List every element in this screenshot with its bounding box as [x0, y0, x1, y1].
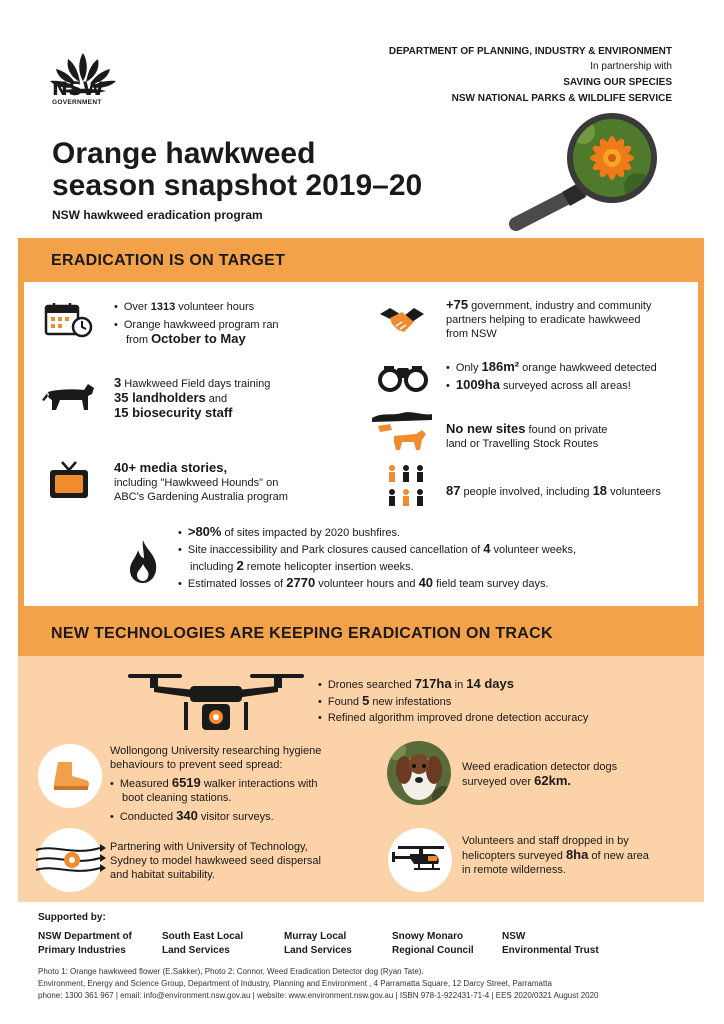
people-group-icon: [386, 464, 428, 510]
bushfire-impact-block: • >80% of sites impacted by 2020 bushfires. • Site inaccessibility and Park closures caused cancellation of 4 volunteer weeks, including 2 remote helicopter insertion weeks. • Estimated losses of 2770 volunteer hours and 40 field team survey days.: [178, 524, 678, 592]
photo-credits: Photo 1: Orange hawkweed flower (E.Sakker), Photo 2: Connor, Weed Eradication Detector dog (Ryan Tate).: [38, 967, 424, 976]
nsw-logo-subtext: GOVERNMENT: [52, 99, 102, 106]
volunteer-hours-block: • Over 1313 volunteer hours • Orange hawkweed program ran from October to May: [114, 300, 354, 347]
helicopter-icon: [392, 844, 450, 876]
supporter-murray-lls: Murray Local Land Services: [284, 931, 352, 956]
partnership-label: In partnership with: [590, 61, 672, 72]
supporter-south-east-lls: South East Local Land Services: [162, 931, 244, 956]
nsw-logo-text: NSW: [52, 78, 105, 100]
calendar-clock-icon: [44, 302, 94, 338]
partner-nsw-npws: NSW NATIONAL PARKS & WILDLIFE SERVICE: [451, 93, 672, 104]
eradication-heading: ERADICATION IS ON TARGET: [51, 252, 286, 269]
detector-dog-photo: [386, 740, 452, 806]
partners-block: +75 government, industry and community partners helping to eradicate hawkweed from NSW: [446, 297, 652, 340]
contact-details: phone: 1300 361 967 | email: info@environment.nsw.gov.au | website: www.environment.nsw.gov.au | ISBN 978-1-922431-71-4 | EES 2020/0321 August 2020: [38, 991, 599, 1000]
publisher-address: Environment, Energy and Science Group, Department of Industry, Planning and Environment , 4 Parramatta Square, 12 Darcy Street, Parramatta: [38, 979, 552, 988]
partner-saving-our-species: SAVING OUR SPECIES: [563, 77, 672, 88]
seed-dispersal-icon: [34, 840, 106, 880]
supporter-dpi: NSW Department of Primary Industries: [38, 931, 132, 956]
handshake-icon: [376, 302, 428, 338]
farmland-cattle-icon: [372, 410, 432, 454]
page-subtitle: NSW hawkweed eradication program: [52, 208, 263, 222]
magnifier-flower-photo: [498, 112, 668, 237]
dog-icon: [42, 380, 96, 416]
hygiene-research-block: Wollongong University researching hygiene behaviours to prevent seed spread: • Measured 6519 walker interactions with boot cleaning stations. • Conducted 340 visitor surveys.: [110, 744, 360, 824]
media-stories-block: 40+ media stories, including "Hawkweed Hounds" on ABC's Gardening Australia program: [114, 460, 288, 503]
seed-dispersal-block: Partnering with University of Technology, Sydney to model hawkweed seed dispersal and habitat suitability.: [110, 841, 321, 881]
field-days-block: 3 Hawkweed Field days training 35 landholders and 15 biosecurity staff: [114, 375, 271, 420]
drones-block: • Drones searched 717ha in 14 days • Found 5 new infestations • Refined algorithm improved drone detection accuracy: [318, 676, 618, 726]
boot-icon: [50, 760, 92, 792]
drone-icon: [126, 668, 306, 734]
helicopter-survey-block: Volunteers and staff dropped in by helicopters surveyed 8ha of new area in remote wilderness.: [462, 835, 649, 876]
fire-icon: [126, 538, 160, 584]
supported-by-label: Supported by:: [38, 912, 106, 923]
supporter-snowy-monaro: Snowy Monaro Regional Council: [392, 931, 474, 956]
no-new-sites-block: No new sites found on private land or Travelling Stock Routes: [446, 421, 608, 450]
department-name: DEPARTMENT OF PLANNING, INDUSTRY & ENVIRONMENT: [388, 46, 672, 57]
supporter-environmental-trust: NSW Environmental Trust: [502, 931, 599, 956]
technologies-heading: NEW TECHNOLOGIES ARE KEEPING ERADICATION ON TRACK: [51, 625, 553, 642]
detected-area-block: • Only 186m² orange hawkweed detected • 1009ha surveyed across all areas!: [446, 360, 696, 393]
page-title: Orange hawkweed season snapshot 2019–20: [52, 137, 423, 202]
people-involved-block: 87 people involved, including 18 volunteers: [446, 483, 661, 498]
binoculars-icon: [378, 364, 428, 392]
detector-dogs-block: Weed eradication detector dogs surveyed over 62km.: [462, 761, 618, 788]
television-icon: [48, 460, 90, 502]
